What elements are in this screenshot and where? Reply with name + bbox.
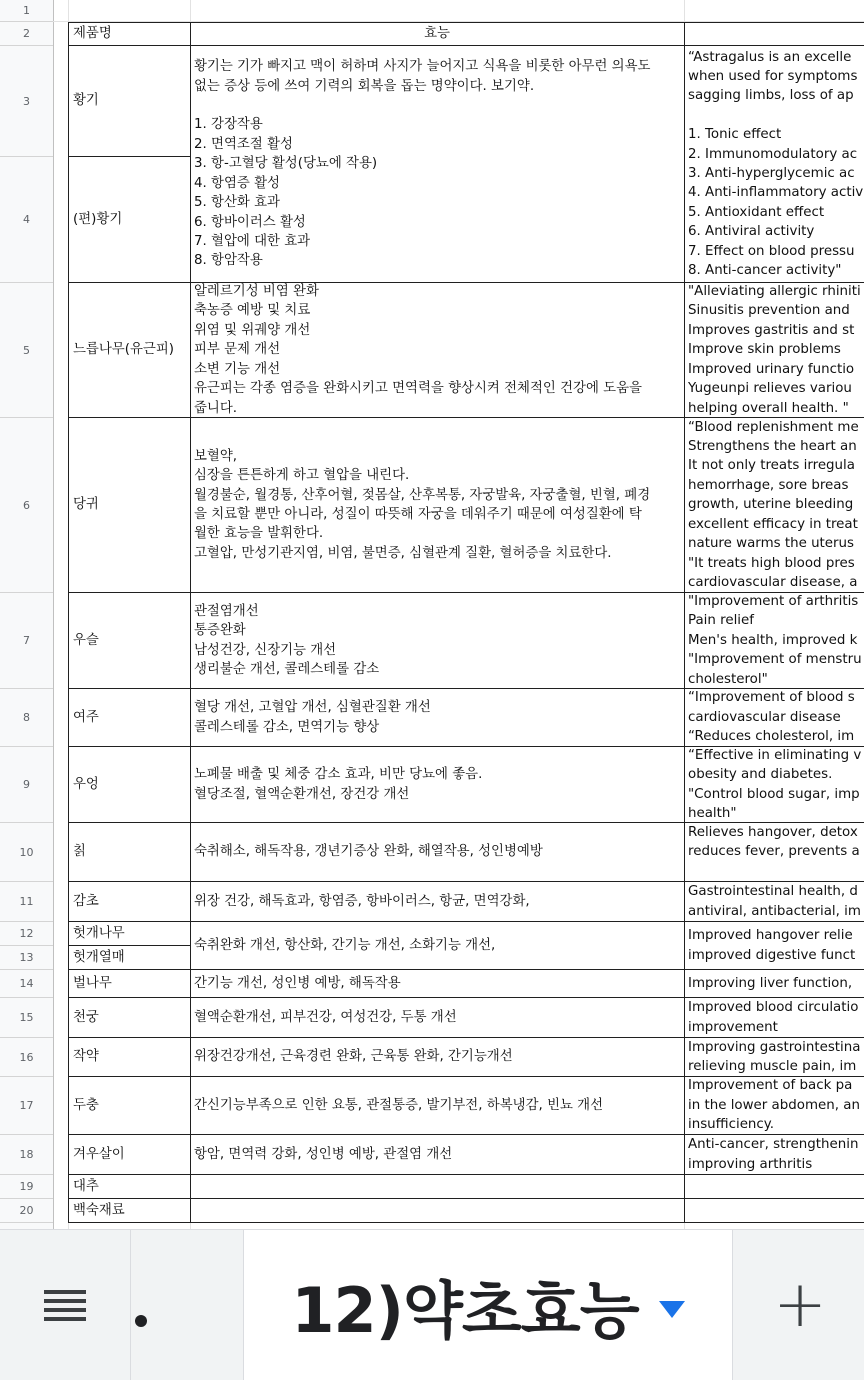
table-row (53, 882, 864, 922)
product-cell[interactable] (68, 157, 191, 283)
tab-divider (130, 1230, 131, 1380)
product-name: 백숙재료 (73, 1202, 125, 1218)
table-row (53, 283, 864, 418)
product-cell[interactable] (68, 1038, 191, 1077)
header-product-cell[interactable] (68, 22, 191, 46)
product-cell[interactable] (68, 882, 191, 922)
effect-cell[interactable] (190, 823, 685, 882)
english-text: Improving gastrointestina relieving muscle pain, im (688, 1039, 861, 1074)
row-number[interactable]: 1 (0, 0, 53, 22)
product-name: 감초 (73, 893, 99, 909)
row-number[interactable]: 14 (0, 970, 53, 998)
hamburger-menu-icon (44, 1285, 86, 1326)
effect-cell[interactable] (190, 882, 685, 922)
effect-text: 위장건강개선, 근육경련 완화, 근육통 완화, 간기능개선 (194, 1049, 513, 1065)
english-cell[interactable] (684, 1077, 864, 1135)
tab-divider (732, 1230, 733, 1380)
row-number[interactable]: 20 (0, 1199, 53, 1223)
english-cell[interactable] (684, 823, 864, 882)
english-text: “Effective in eliminating v obesity and diabetes. "Control blood sugar, imp health" (688, 747, 862, 821)
table-row (53, 1135, 864, 1175)
product-cell[interactable] (68, 1175, 191, 1199)
product-name: 당귀 (73, 497, 99, 513)
row-number[interactable]: 18 (0, 1135, 53, 1175)
effect-cell[interactable] (190, 1077, 685, 1135)
row-number[interactable]: 16 (0, 1038, 53, 1077)
english-text: "Improvement of arthritis Pain relief Men's health, improved k "Improvement of menstru cholesterol" (688, 593, 862, 687)
english-cell[interactable] (684, 1175, 864, 1199)
table-row (53, 998, 864, 1038)
effect-cell[interactable] (190, 418, 685, 593)
product-name: 칡 (73, 844, 86, 860)
tab-dropdown-arrow-icon[interactable] (659, 1301, 685, 1318)
effect-cell[interactable] (190, 1038, 685, 1077)
effect-text: 항암, 면역력 강화, 성인병 예방, 관절염 개선 (194, 1146, 453, 1162)
english-text: Improving liver function, (688, 975, 853, 991)
table-row (53, 0, 864, 22)
product-cell[interactable] (68, 1199, 191, 1223)
english-cell[interactable] (684, 46, 864, 283)
product-name: 느릅나무(유근피) (73, 342, 174, 358)
table-row (53, 46, 864, 283)
header-product: 제품명 (73, 26, 112, 42)
product-cell[interactable] (68, 593, 191, 689)
row-number[interactable]: 15 (0, 998, 53, 1038)
effect-cell[interactable] (190, 689, 685, 747)
table-row (53, 747, 864, 823)
product-name: 겨우살이 (73, 1146, 125, 1162)
product-name: 헛개나무 (73, 925, 125, 941)
effect-cell[interactable] (190, 46, 685, 283)
effect-text: 위장 건강, 해독효과, 항염증, 항바이러스, 항균, 면역강화, (194, 893, 530, 909)
row-number-column (0, 0, 54, 1229)
english-text: Gastrointestinal health, d antiviral, antibacterial, im (688, 884, 861, 919)
effect-cell[interactable] (190, 1175, 685, 1199)
product-cell[interactable] (68, 823, 191, 882)
product-name: 벌나무 (73, 975, 112, 991)
english-cell[interactable] (684, 283, 864, 418)
product-cell[interactable] (68, 998, 191, 1038)
sheet-tab-bar (0, 1229, 864, 1380)
effect-cell[interactable] (190, 1135, 685, 1175)
effect-text: 노폐물 배출 및 체중 감소 효과, 비만 당뇨에 좋음. 혈당조절, 혈액순환개선, 장건강 개선 (194, 767, 483, 802)
row-number[interactable]: 2 (0, 22, 53, 46)
table-row (53, 593, 864, 689)
product-name: 천궁 (73, 1009, 99, 1025)
row-number[interactable]: 9 (0, 747, 53, 823)
row-number[interactable]: 10 (0, 823, 53, 882)
product-name: 우엉 (73, 776, 99, 792)
product-name: 두충 (73, 1097, 99, 1113)
table-row (53, 922, 864, 970)
english-cell[interactable] (684, 998, 864, 1038)
english-text: Improved hangover relie improved digestive funct (688, 928, 856, 963)
table-row (53, 1199, 864, 1223)
product-name: 황기 (73, 93, 99, 109)
english-cell[interactable] (684, 1135, 864, 1175)
english-text: “Improvement of blood s cardiovascular disease “Reduces cholesterol, im (688, 690, 855, 745)
row-number[interactable]: 8 (0, 689, 53, 747)
english-cell[interactable] (684, 1038, 864, 1077)
table-row (53, 1038, 864, 1077)
header-effect-cell[interactable] (190, 22, 685, 46)
product-cell[interactable] (68, 418, 191, 593)
english-cell[interactable] (684, 418, 864, 593)
row-number[interactable]: 6 (0, 418, 53, 593)
effect-text: 알레르기성 비염 완화 축농증 예방 및 치료 위염 및 위궤양 개선 피부 문제 개선 소변 기능 개선 유근피는 각종 염증을 완화시키고 면역력을 향상시켜 전체적인 건강에 도움을 줍니다. (194, 284, 642, 416)
table-row (53, 689, 864, 747)
product-name: 작약 (73, 1049, 99, 1065)
table-row (53, 1077, 864, 1135)
product-cell[interactable] (68, 1135, 191, 1175)
row-number[interactable]: 13 (0, 946, 53, 970)
english-cell[interactable] (684, 882, 864, 922)
product-cell[interactable] (68, 1077, 191, 1135)
effect-cell[interactable] (190, 283, 685, 418)
product-cell[interactable] (68, 970, 191, 998)
effect-cell[interactable] (190, 593, 685, 689)
product-name: (편)황기 (73, 211, 123, 227)
active-tab-label: 12)약초효능 (291, 1273, 639, 1347)
product-cell[interactable] (68, 46, 191, 157)
effect-text: 숙취해소, 해독작용, 갱년기증상 완화, 해열작용, 성인병예방 (194, 844, 543, 860)
english-text: Improvement of back pa in the lower abdomen, an insufficiency. (688, 1078, 860, 1133)
row-number[interactable]: 5 (0, 283, 53, 418)
english-text: “Blood replenishment me Strengthens the heart an It not only treats irregula hemorrhage, sore breas growth, uterine bleeding excellent efficacy in treat nature warms the uterus "It treats high blood pres cardiovascular disease, a (688, 419, 859, 590)
row-number[interactable]: 17 (0, 1077, 53, 1135)
row-number[interactable]: 11 (0, 882, 53, 922)
tab-active-sheet[interactable] (244, 1230, 732, 1380)
product-name: 대추 (73, 1178, 99, 1194)
effect-text: 관절염개선 통증완화 남성건강, 신장기능 개선 생리불순 개선, 콜레스테롤 감소 (194, 603, 380, 677)
product-cell[interactable] (68, 689, 191, 747)
row-number[interactable]: 19 (0, 1175, 53, 1199)
cell-grid (53, 0, 864, 1229)
empty-row[interactable] (53, 0, 864, 22)
english-text: Relieves hangover, detox reduces fever, prevents a (688, 825, 860, 860)
english-text: Improved blood circulatio improvement (688, 1000, 859, 1035)
effect-text: 간신기능부족으로 인한 요통, 관절통증, 발기부전, 하복냉감, 빈뇨 개선 (194, 1097, 604, 1113)
english-cell[interactable] (684, 689, 864, 747)
english-text: "Alleviating allergic rhiniti Sinusitis prevention and Improves gastritis and st Improve skin problems Improved urinary functio Yugeunpi relieves variou helping overall health. " (688, 284, 861, 416)
table-row (53, 418, 864, 593)
effect-text: 황기는 기가 빠지고 맥이 허하며 사지가 늘어지고 식욕을 비롯한 아무런 의욕도 없는 증상 등에 쓰여 기력의 회복을 돕는 명약이다. 보기약. 1. 강장작용 2. 면역조절 활성 3. 항-고혈당 활성(당뇨에 작용) 4. 항염증 활성 5. 항산화 효과 6. 항바이러스 활성 7. 혈압에 대한 효과 8. 항암작용 (194, 59, 651, 269)
effect-text: 숙취완화 개선, 항산화, 간기능 개선, 소화기능 개선, (194, 937, 496, 953)
product-name: 우슬 (73, 632, 99, 648)
table-row (53, 970, 864, 998)
effect-cell[interactable] (190, 922, 685, 970)
effect-cell[interactable] (190, 970, 685, 998)
product-cell[interactable] (68, 747, 191, 823)
product-cell[interactable] (68, 922, 191, 946)
english-text: “Astragalus is an excelle when used for symptoms sagging limbs, loss of ap 1. Tonic effect 2. Immunomodulatory ac 3. Anti-hyperglycemic ac 4. Anti-inflammatory activ 5. Antioxidant effect 6. Antiviral activity 7. Effect on blood pressu 8. Anti-cancer activity" (688, 49, 864, 279)
row-number[interactable]: 12 (0, 922, 53, 946)
english-cell[interactable] (684, 922, 864, 970)
english-text: Anti-cancer, strengthenin improving arthritis (688, 1137, 859, 1172)
header-row (53, 22, 864, 46)
effect-text: 혈액순환개선, 피부건강, 여성건강, 두통 개선 (194, 1009, 457, 1025)
previous-tab-dot-icon[interactable] (135, 1315, 147, 1327)
row-number[interactable]: 4 (0, 157, 53, 283)
english-cell[interactable] (684, 747, 864, 823)
effect-cell[interactable] (190, 1199, 685, 1223)
all-sheets-menu-button[interactable] (30, 1270, 100, 1340)
effect-text: 보혈약, 심장을 튼튼하게 하고 혈압을 내린다. 월경불순, 월경통, 산후어혈, 젖몸살, 산후복통, 자궁발육, 자궁출혈, 빈혈, 폐경 을 치료할 뿐만 아니라, 성질이 따뜻해 자궁을 데워주기 때문에 여성질환에 탁 월한 효능을 발휘한다. 고혈압, 만성기관지염, 비염, 불면증, 심혈관계 질환, 혈허증을 치료한다. (194, 448, 651, 561)
english-cell[interactable] (684, 1199, 864, 1223)
english-cell[interactable] (684, 593, 864, 689)
table-row (53, 1175, 864, 1199)
effect-text: 간기능 개선, 성인병 예방, 해독작용 (194, 975, 401, 991)
add-sheet-button[interactable]: + (773, 1268, 827, 1342)
effect-cell[interactable] (190, 998, 685, 1038)
effect-cell[interactable] (190, 747, 685, 823)
product-name: 여주 (73, 709, 99, 725)
header-english-cell[interactable] (684, 22, 864, 46)
row-number[interactable]: 3 (0, 46, 53, 157)
row-number[interactable]: 7 (0, 593, 53, 689)
effect-text: 혈당 개선, 고혈압 개선, 심혈관질환 개선 콜레스테롤 감소, 면역기능 향상 (194, 700, 431, 735)
header-effect: 효능 (424, 26, 450, 42)
english-cell[interactable] (684, 970, 864, 998)
table-row (53, 823, 864, 882)
product-name: 헛개열매 (73, 949, 125, 965)
product-cell[interactable] (68, 283, 191, 418)
product-cell[interactable] (68, 946, 191, 970)
